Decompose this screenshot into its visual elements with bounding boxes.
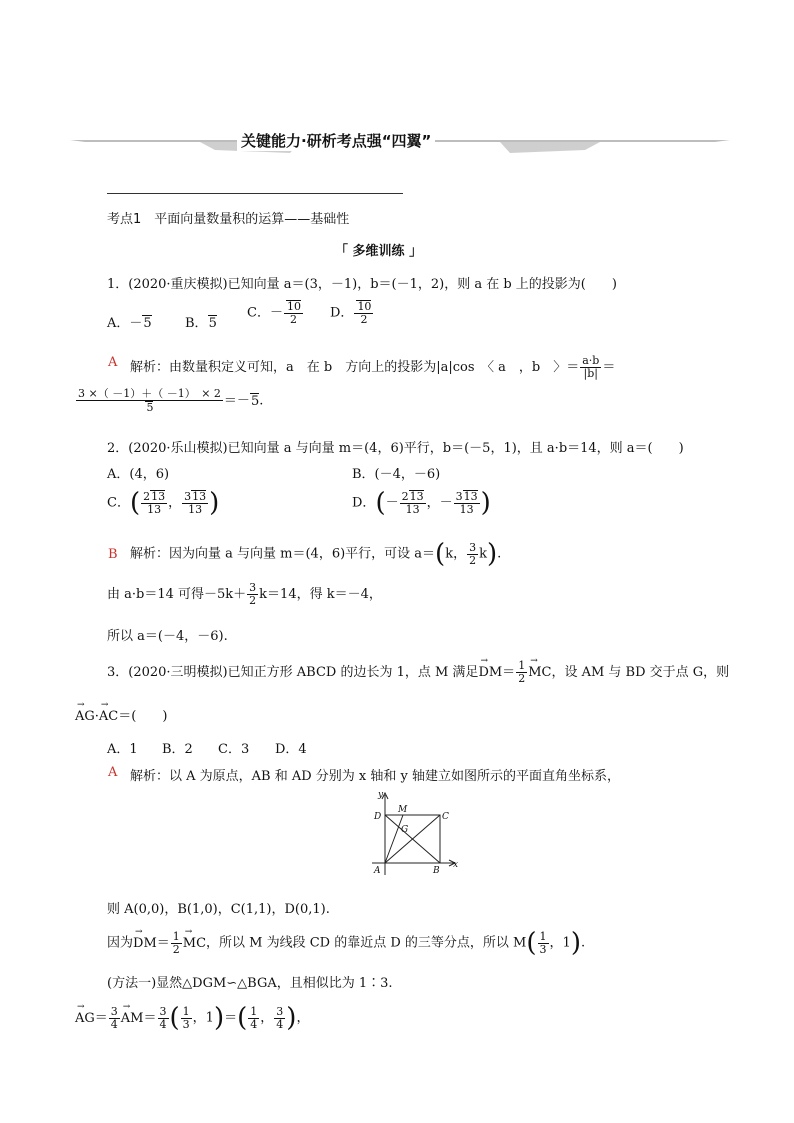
page-title: 关键能力·研析考点强“四翼”: [237, 130, 435, 151]
q2-solution-2: 由 a·b＝14 可得－5k＋ $\frac{3}{2}$ k＝14，得 k＝－4，: [107, 581, 382, 607]
q2-solution-3: 所以 a＝(－4，－6).: [107, 629, 228, 644]
q2-stem: 2．(2020·乐山模拟)已知向量 a 与向量 m＝(4，6)平行，b＝(－5，1)，且 a·b＝14，则 a＝( ): [107, 441, 684, 456]
q3-stem-2: → AG·→ AC＝( ): [75, 705, 167, 724]
q2-answer: B: [108, 547, 118, 562]
training-label: 多维训练: [352, 244, 405, 259]
q2-option-c: C．( $\frac{213}{13}$ ， $\frac{313}{13}$ ): [107, 488, 220, 518]
label-y: y: [378, 790, 384, 800]
label-b: B: [433, 866, 440, 876]
q2-option-b: B．(－4，－6): [352, 467, 441, 482]
label-d: D: [374, 812, 382, 822]
q3-answer: A: [108, 765, 118, 780]
q1-option-c: C．－ $\frac{10}{2}$: [247, 300, 301, 326]
q3-option-a: A．1: [107, 742, 138, 757]
q1-answer: A: [108, 355, 118, 370]
q1-solution-2: $\frac{3 \times( -1)+( -1) \times 2}{5}$ ＝－5.: [78, 387, 264, 414]
q3-solution-2: 则 A(0,0)，B(1,0)，C(1,1)，D(0,1).: [107, 902, 330, 917]
section-rule: [107, 193, 403, 194]
training-heading: 「 多维训练 」: [335, 244, 423, 259]
label-x: x: [453, 860, 459, 870]
q3-option-c: C．3: [218, 742, 250, 757]
q3-stem: 3．(2020·三明模拟)已知正方形 ABCD 的边长为 1，点 M 满足→ DM＝ $\frac{1}{2}$ → MC，设 AM 与 BD 交于点 G，则: [107, 660, 729, 685]
q1-option-b: B．5: [185, 316, 217, 331]
q3-solution-1: 解析：以 A 为原点，AB 和 AD 分别为 x 轴和 y 轴建立如图所示的平面直角坐标系，: [130, 769, 621, 784]
label-c: C: [442, 812, 449, 822]
section-title: 考点1 平面向量数量积的运算——基础性: [107, 212, 350, 227]
q1-stem: 1．(2020·重庆模拟)已知向量 a＝(3，－1)，b＝(－1，2)，则 a 在 b 上的投影为( ): [107, 277, 617, 292]
q1-option-a: A．－5: [107, 316, 152, 331]
q3-solution-3: 因为→ DM＝ $\frac{1}{2}$ → MC，所以 M 为线段 CD 的靠近点 D 的三等分点，所以 M( $\frac{1}{3}$ ，1).: [107, 928, 585, 958]
label-g: G: [401, 825, 409, 835]
coordinate-figure: [360, 785, 470, 885]
q2-option-a: A．(4，6): [107, 467, 170, 482]
q3-solution-5: → AG＝ $\frac{3}{4}$ → AM＝ $\frac{3}{4}$ ( $\frac{1}{3}$ ，1)＝( $\frac{1}{4}$ ， $\frac{3}{4}$ )，: [75, 1003, 309, 1033]
q3-option-d: D．4: [275, 742, 307, 757]
label-m: M: [398, 805, 408, 815]
label-a: A: [374, 866, 381, 876]
q3-option-b: B．2: [162, 742, 193, 757]
q1-solution-1: 解析：由数量积定义可知，a 在 b 方向上的投影为|a|cos 〈 a ，b 〉＝ $\frac{a\cdot b}{|b|}$ ＝: [130, 354, 616, 380]
q1-option-d: D． $\frac{10}{2}$: [330, 300, 372, 326]
q3-solution-4: (方法一)显然△DGM∽△BGA，且相似比为 1∶3.: [107, 976, 393, 991]
q2-solution-1: 解析：因为向量 a 与向量 m＝(4，6)平行，可设 a＝(k， $\frac{3}{2}$ k).: [130, 539, 502, 569]
q2-option-d: D．(－ $\frac{213}{13}$ ，－ $\frac{313}{13}$ ): [352, 488, 491, 518]
